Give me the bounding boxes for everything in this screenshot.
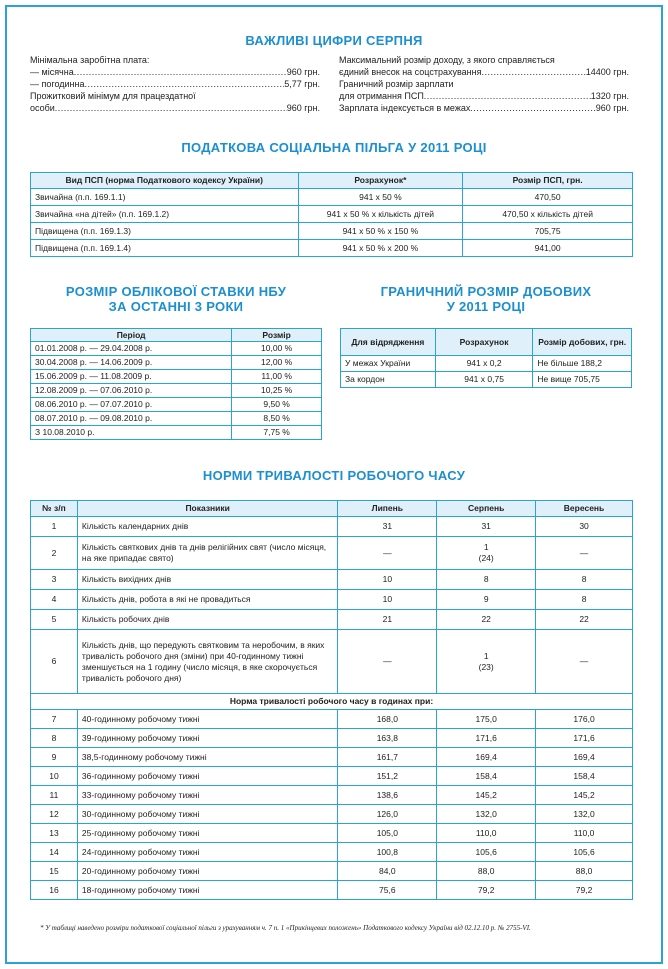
table-row: [31, 206, 633, 223]
table-row: [31, 786, 633, 805]
table-row: [31, 412, 322, 426]
table-cell: 169,4: [437, 748, 536, 767]
table-cell: 36-годинному робочому тижні: [77, 767, 337, 786]
table-cell: Кількість днів, що передують святковим та неробочим, в яких тривалість робочого дня (зміни) при 40-годинному тижні зменшується на 1 годину (число місяця, в яке скорочується тривалість робочого дня): [77, 630, 337, 694]
table-header-row: [341, 329, 632, 356]
table-cell: 11,00 %: [232, 370, 322, 384]
footnote: * У таблиці наведено розміри податкової соціальної пільги з урахуванням ч. 7 п. 1 «Прикінцевих положень» Податкового кодексу України від 02.12.10 р. № 2755-VI.: [40, 924, 531, 932]
subsistence-label-2: особи: [30, 103, 55, 113]
table-cell: 4: [31, 590, 78, 610]
table-cell: 100,8: [338, 843, 437, 862]
table-header: Для відрядження: [341, 329, 436, 356]
daily-title: [340, 284, 632, 314]
table-cell: 7,75 %: [232, 426, 322, 440]
table-cell: 941 х 50 % х 150 %: [298, 223, 463, 240]
min-wage-heading: Мінімальна заробітна плата:: [30, 55, 150, 65]
table-row: [31, 517, 633, 537]
daily-title-line-2: У 2011 РОЦІ: [446, 299, 526, 314]
table-cell: 161,7: [338, 748, 437, 767]
table-cell: 470,50 х кількість дітей: [463, 206, 633, 223]
table-cell: 2: [31, 537, 78, 570]
table-row: [31, 862, 633, 881]
table-header: № з/п: [31, 501, 78, 517]
table-cell: 941 х 0,2: [435, 356, 533, 372]
max-income-value: 14400 грн.: [585, 67, 629, 77]
hourly-label: — погодинна: [30, 79, 85, 89]
table-row: [31, 426, 322, 440]
table-header: Вересень: [536, 501, 633, 517]
limit-salary-value: 1320 грн.: [590, 91, 629, 101]
table-header: Липень: [338, 501, 437, 517]
table-cell: 6: [31, 630, 78, 694]
important-title: ВАЖЛИВІ ЦИФРИ СЕРПНЯ: [245, 33, 423, 48]
table-cell: 470,50: [463, 189, 633, 206]
table-header-row: [31, 501, 633, 517]
table-cell: 12: [31, 805, 78, 824]
table-cell: З 10.08.2010 р.: [31, 426, 232, 440]
table-header-row: [31, 173, 633, 189]
table-cell: 941 х 50 % х 200 %: [298, 240, 463, 257]
daily-table: [340, 328, 632, 388]
table-cell: 105,6: [437, 843, 536, 862]
table-header: Розмір ПСП, грн.: [463, 173, 633, 189]
table-row: [31, 805, 633, 824]
rate-title-line-1: РОЗМІР ОБЛІКОВОЇ СТАВКИ НБУ: [65, 284, 287, 299]
table-cell: 9: [437, 590, 536, 610]
table-row: [31, 748, 633, 767]
table-cell: 171,6: [437, 729, 536, 748]
table-cell: 08.06.2010 р. — 07.07.2010 р.: [31, 398, 232, 412]
rate-table: [30, 328, 322, 440]
table-cell: 33-годинному робочому тижні: [77, 786, 337, 805]
monthly-value: 960 грн.: [286, 67, 320, 77]
table-cell: 31: [437, 517, 536, 537]
table-cell: 14: [31, 843, 78, 862]
table-cell: Кількість календарних днів: [77, 517, 337, 537]
table-row: [31, 240, 633, 257]
max-income-label-2: єдиний внесок на соцстрахування: [339, 67, 482, 77]
table-row: [31, 767, 633, 786]
monthly-label: — місячна: [30, 67, 74, 77]
table-cell: 1: [31, 517, 78, 537]
table-cell: 175,0: [437, 710, 536, 729]
table-cell: 30-годинному робочому тижні: [77, 805, 337, 824]
table-cell: 132,0: [437, 805, 536, 824]
table-cell: 3: [31, 570, 78, 590]
table-cell: 16: [31, 881, 78, 900]
table-cell: 145,2: [536, 786, 633, 805]
table-cell: 941 х 50 %: [298, 189, 463, 206]
psp-title: ПОДАТКОВА СОЦІАЛЬНА ПІЛЬГА У 2011 РОЦІ: [181, 140, 487, 155]
table-row: [31, 189, 633, 206]
table-row: [31, 570, 633, 590]
table-cell: Не більше 188,2: [533, 356, 632, 372]
subsistence-label-1: Прожитковий мінімум для працездатної: [30, 91, 196, 101]
table-row: [31, 881, 633, 900]
table-cell: 18-годинному робочому тижні: [77, 881, 337, 900]
table-cell: 40-годинному робочому тижні: [77, 710, 337, 729]
table-header: Розмір: [232, 329, 322, 342]
table-row: [31, 630, 633, 694]
table-cell: 22: [437, 610, 536, 630]
table-cell: 132,0: [536, 805, 633, 824]
rate-title-line-2: ЗА ОСТАННІ 3 РОКИ: [108, 299, 244, 314]
table-cell: 8,50 %: [232, 412, 322, 426]
table-cell: 10,25 %: [232, 384, 322, 398]
table-cell: 5: [31, 610, 78, 630]
table-row: [31, 610, 633, 630]
indexed-value: 960 грн.: [595, 103, 629, 113]
hours-title: НОРМИ ТРИВАЛОСТІ РОБОЧОГО ЧАСУ: [202, 468, 466, 483]
table-row: [31, 342, 322, 356]
table-cell: 126,0: [338, 805, 437, 824]
table-row: [31, 356, 322, 370]
table-row: [341, 372, 632, 388]
table-cell: 39-годинному робочому тижні: [77, 729, 337, 748]
table-cell: 10: [338, 570, 437, 590]
table-subheader-row: [31, 694, 633, 710]
psp-table: [30, 172, 633, 257]
table-cell: 110,0: [437, 824, 536, 843]
table-cell: 84,0: [338, 862, 437, 881]
table-cell: 10: [31, 767, 78, 786]
table-cell: —: [536, 630, 633, 694]
table-cell: 8: [536, 570, 633, 590]
max-income-label-1: Максимальний розмір доходу, з якого справляється: [339, 55, 555, 65]
table-cell: 105,0: [338, 824, 437, 843]
table-cell: Звичайна (п.п. 169.1.1): [31, 189, 299, 206]
table-cell: У межах України: [341, 356, 436, 372]
table-cell: 10: [338, 590, 437, 610]
table-cell: Підвищена (п.п. 169.1.3): [31, 223, 299, 240]
table-cell: 168,0: [338, 710, 437, 729]
table-cell: 8: [437, 570, 536, 590]
table-cell: 24-годинному робочому тижні: [77, 843, 337, 862]
table-cell: 158,4: [536, 767, 633, 786]
table-cell: 12,00 %: [232, 356, 322, 370]
table-cell: 1 (23): [437, 630, 536, 694]
table-row: [31, 824, 633, 843]
table-cell: 7: [31, 710, 78, 729]
table-cell: 79,2: [437, 881, 536, 900]
table-cell: 9,50 %: [232, 398, 322, 412]
table-cell: 1 (24): [437, 537, 536, 570]
table-cell: Звичайна «на дітей» (п.п. 169.1.2): [31, 206, 299, 223]
table-header: Період: [31, 329, 232, 342]
table-cell: 88,0: [536, 862, 633, 881]
table-cell: 88,0: [437, 862, 536, 881]
table-header: Показники: [77, 501, 337, 517]
table-header: Серпень: [437, 501, 536, 517]
table-row: [31, 537, 633, 570]
table-cell: 8: [536, 590, 633, 610]
table-cell: 12.08.2009 р. — 07.06.2010 р.: [31, 384, 232, 398]
table-cell: Кількість днів, робота в які не провадиться: [77, 590, 337, 610]
hours-subheader: Норма тривалості робочого часу в годинах при:: [31, 694, 633, 710]
table-cell: 941 х 0,75: [435, 372, 533, 388]
table-cell: 25-годинному робочому тижні: [77, 824, 337, 843]
table-cell: 22: [536, 610, 633, 630]
table-cell: За кордон: [341, 372, 436, 388]
table-cell: 13: [31, 824, 78, 843]
table-header: Розмір добових, грн.: [533, 329, 632, 356]
table-header: Розрахунок: [435, 329, 533, 356]
table-cell: 20-годинному робочому тижні: [77, 862, 337, 881]
table-cell: Кількість святкових днів та днів релігійних свят (число місяця, на яке припадає свято): [77, 537, 337, 570]
table-cell: 15: [31, 862, 78, 881]
table-cell: 145,2: [437, 786, 536, 805]
table-row: [31, 384, 322, 398]
table-row: [31, 223, 633, 240]
table-cell: 30: [536, 517, 633, 537]
table-cell: 75,6: [338, 881, 437, 900]
table-cell: —: [338, 537, 437, 570]
table-cell: 705,75: [463, 223, 633, 240]
table-cell: 158,4: [437, 767, 536, 786]
table-cell: 10,00 %: [232, 342, 322, 356]
table-row: [341, 356, 632, 372]
table-cell: 08.07.2010 р. — 09.08.2010 р.: [31, 412, 232, 426]
table-cell: 105,6: [536, 843, 633, 862]
table-cell: 163,8: [338, 729, 437, 748]
table-row: [31, 398, 322, 412]
indexed-label: Зарплата індексується в межах: [339, 103, 471, 113]
subsistence-value: 960 грн.: [286, 103, 320, 113]
table-cell: 941 х 50 % х кількість дітей: [298, 206, 463, 223]
table-cell: 01.01.2008 р. — 29.04.2008 р.: [31, 342, 232, 356]
hourly-value: 5,77 грн.: [284, 79, 320, 89]
table-cell: 11: [31, 786, 78, 805]
table-cell: 941,00: [463, 240, 633, 257]
table-row: [31, 590, 633, 610]
important-right: [339, 54, 629, 114]
table-row: [31, 710, 633, 729]
table-cell: 21: [338, 610, 437, 630]
table-cell: 110,0: [536, 824, 633, 843]
table-header: Розрахунок*: [298, 173, 463, 189]
limit-salary-label-2: для отримання ПСП: [339, 91, 424, 101]
table-cell: 30.04.2008 р. — 14.06.2009 р.: [31, 356, 232, 370]
table-cell: Кількість вихідних днів: [77, 570, 337, 590]
table-cell: 38,5-годинному робочому тижні: [77, 748, 337, 767]
table-cell: 151,2: [338, 767, 437, 786]
daily-title-line-1: ГРАНИЧНИЙ РОЗМІР ДОБОВИХ: [380, 284, 592, 299]
table-cell: —: [536, 537, 633, 570]
table-row: [31, 370, 322, 384]
table-cell: Не вище 705,75: [533, 372, 632, 388]
table-cell: —: [338, 630, 437, 694]
table-cell: 138,6: [338, 786, 437, 805]
hours-table: [30, 500, 633, 900]
table-header: Вид ПСП (норма Податкового кодексу України): [31, 173, 299, 189]
table-row: [31, 729, 633, 748]
rate-title: [30, 284, 322, 314]
table-header-row: [31, 329, 322, 342]
table-cell: Підвищена (п.п. 169.1.4): [31, 240, 299, 257]
table-cell: 8: [31, 729, 78, 748]
table-cell: Кількість робочих днів: [77, 610, 337, 630]
table-cell: 171,6: [536, 729, 633, 748]
important-left: [30, 54, 320, 114]
table-cell: 79,2: [536, 881, 633, 900]
table-cell: 176,0: [536, 710, 633, 729]
limit-salary-label-1: Граничний розмір зарплати: [339, 79, 454, 89]
table-cell: 31: [338, 517, 437, 537]
table-row: [31, 843, 633, 862]
table-cell: 169,4: [536, 748, 633, 767]
table-cell: 15.06.2009 р. — 11.08.2009 р.: [31, 370, 232, 384]
table-cell: 9: [31, 748, 78, 767]
